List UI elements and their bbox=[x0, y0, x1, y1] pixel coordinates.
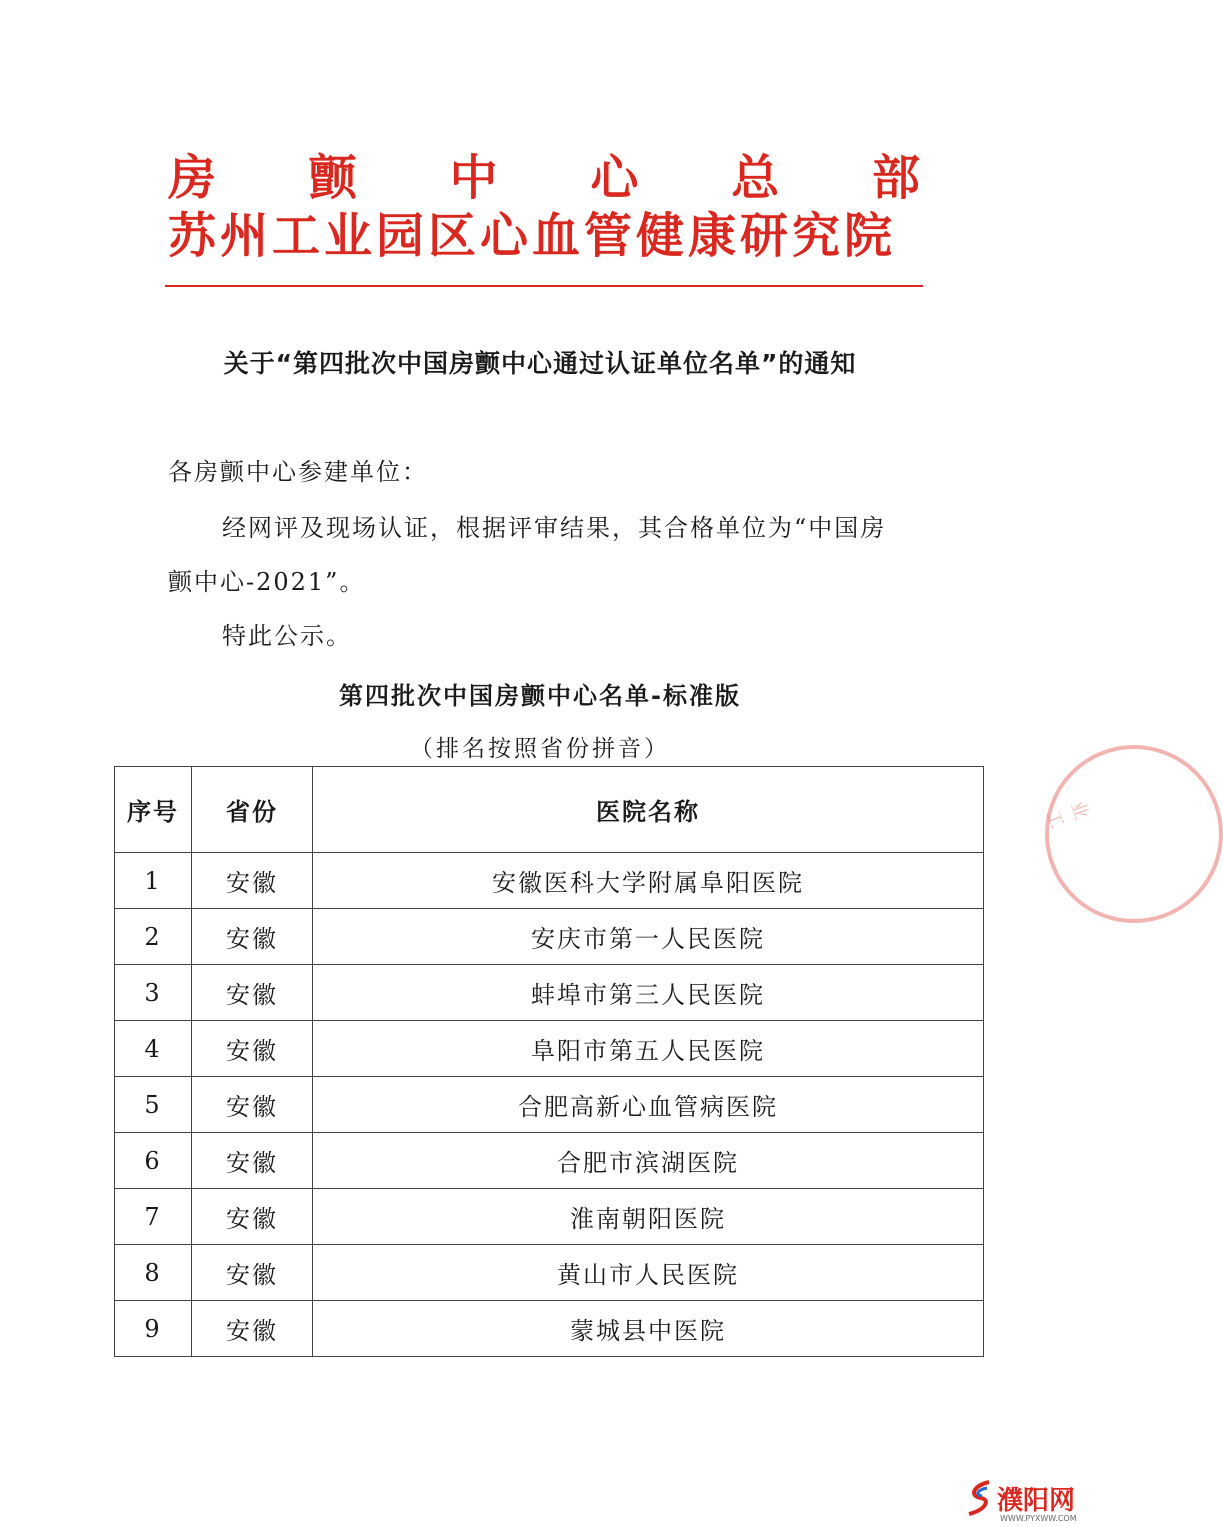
letterhead-institute: 苏州工业园区心血管健康研究院 bbox=[168, 208, 897, 264]
table-row bbox=[115, 1301, 984, 1357]
letterhead-char: 心 bbox=[590, 150, 639, 206]
row-province: 安徽 bbox=[192, 909, 313, 965]
list-subtitle: （排名按照省份拼音） bbox=[410, 736, 670, 762]
letterhead-char: 颤 bbox=[308, 150, 357, 206]
row-hospital-name: 黄山市人民医院 bbox=[313, 1245, 984, 1301]
table-row bbox=[115, 965, 984, 1021]
watermark-text: 濮阳网 bbox=[997, 1485, 1076, 1516]
row-index: 2 bbox=[115, 909, 192, 965]
row-province: 安徽 bbox=[192, 1021, 313, 1077]
row-index: 8 bbox=[115, 1245, 192, 1301]
table-row bbox=[115, 1189, 984, 1245]
letterhead-line-2 bbox=[168, 208, 920, 264]
row-index: 3 bbox=[115, 965, 192, 1021]
row-province: 安徽 bbox=[192, 1245, 313, 1301]
official-seal bbox=[1045, 745, 1223, 923]
body-text-line-2: 颤中心-2021”。 bbox=[168, 568, 366, 596]
row-province: 安徽 bbox=[192, 1301, 313, 1357]
watermark-url: WWW.PYXWW.COM bbox=[1000, 1514, 1077, 1523]
row-index: 9 bbox=[115, 1301, 192, 1357]
row-hospital-name: 阜阳市第五人民医院 bbox=[313, 1021, 984, 1077]
row-hospital-name: 安庆市第一人民医院 bbox=[313, 909, 984, 965]
salutation: 各房颤中心参建单位： bbox=[168, 458, 428, 486]
row-province: 安徽 bbox=[192, 1133, 313, 1189]
row-index: 5 bbox=[115, 1077, 192, 1133]
table-row bbox=[115, 1021, 984, 1077]
row-hospital-name: 淮南朝阳医院 bbox=[313, 1189, 984, 1245]
row-hospital-name: 蒙城县中医院 bbox=[313, 1301, 984, 1357]
row-hospital-name: 蚌埠市第三人民医院 bbox=[313, 965, 984, 1021]
row-index: 6 bbox=[115, 1133, 192, 1189]
header-hospital-name: 医院名称 bbox=[313, 767, 984, 853]
hospital-table bbox=[114, 766, 984, 1357]
row-hospital-name: 安徽医科大学附属阜阳医院 bbox=[313, 853, 984, 909]
row-hospital-name: 合肥市滨湖医院 bbox=[313, 1133, 984, 1189]
table-row bbox=[115, 1133, 984, 1189]
table-body bbox=[115, 853, 984, 1357]
row-province: 安徽 bbox=[192, 1189, 313, 1245]
table-row bbox=[115, 1245, 984, 1301]
letterhead-line-1 bbox=[168, 150, 920, 206]
site-watermark bbox=[965, 1478, 1075, 1518]
row-hospital-name: 合肥高新心血管病医院 bbox=[313, 1077, 984, 1133]
watermark-logo-icon bbox=[965, 1478, 995, 1518]
row-index: 1 bbox=[115, 853, 192, 909]
body-text-line-1: 经网评及现场认证，根据评审结果，其合格单位为“中国房 bbox=[222, 514, 887, 542]
list-title: 第四批次中国房颤中心名单-标准版 bbox=[339, 682, 741, 710]
letterhead-char: 总 bbox=[731, 150, 780, 206]
letterhead-char: 房 bbox=[168, 150, 217, 206]
row-province: 安徽 bbox=[192, 1077, 313, 1133]
table-row bbox=[115, 909, 984, 965]
closing-text: 特此公示。 bbox=[222, 622, 352, 650]
table-row bbox=[115, 853, 984, 909]
letterhead-char: 部 bbox=[871, 150, 920, 206]
header-province: 省份 bbox=[192, 767, 313, 853]
table-header-row bbox=[115, 767, 984, 853]
row-index: 7 bbox=[115, 1189, 192, 1245]
row-province: 安徽 bbox=[192, 965, 313, 1021]
row-province: 安徽 bbox=[192, 853, 313, 909]
seal-text: 业工 bbox=[1041, 798, 1093, 832]
table-row bbox=[115, 1077, 984, 1133]
letterhead-divider bbox=[165, 285, 923, 287]
header-index: 序号 bbox=[115, 767, 192, 853]
letterhead-char: 中 bbox=[449, 150, 498, 206]
row-index: 4 bbox=[115, 1021, 192, 1077]
notice-title: 关于“第四批次中国房颤中心通过认证单位名单”的通知 bbox=[223, 349, 857, 378]
